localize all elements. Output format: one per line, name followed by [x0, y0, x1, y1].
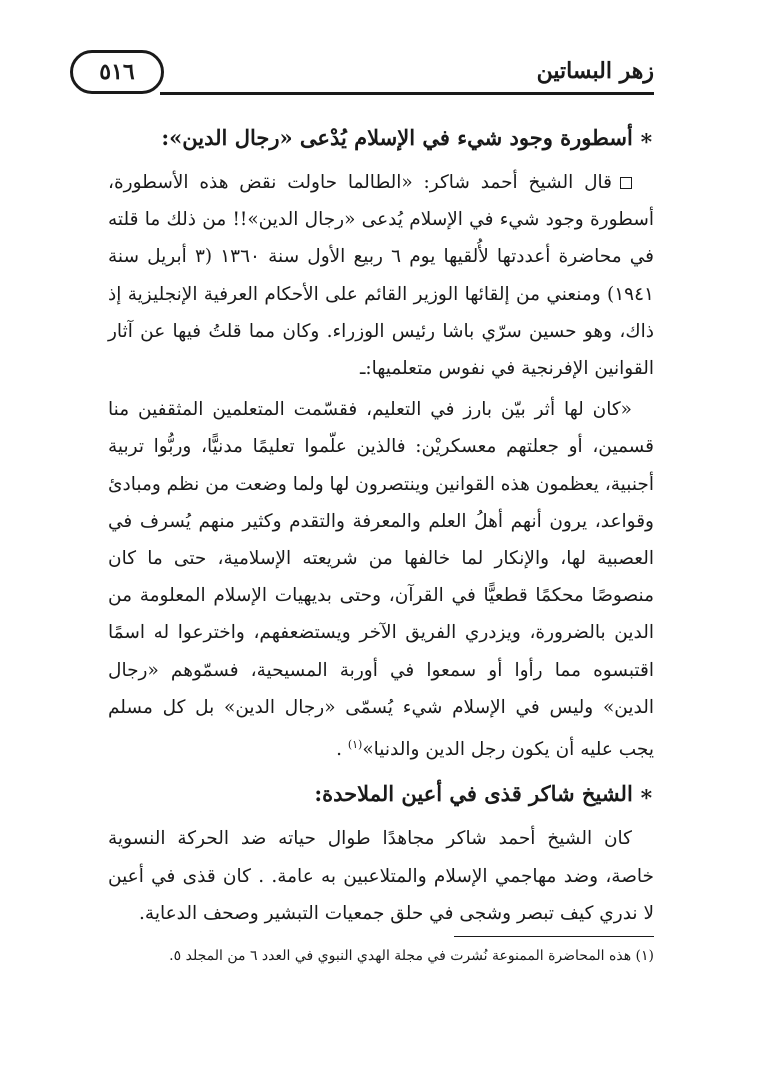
paragraph-lecture-quote-text: «كان لها أثر بيّن بارز في التعليم، فقسّمت المتعلمين المثقفين منا قسمين، أو جعلتهم معسكريْن: فالذين علّموا تعليمًا مدنيًّا، وربُّوا تربية أجنبية، يعظمون هذه القوانين وينتصرون لها ولما وضعت من نظم ومبادئ وقواعد، يرون أنهم أهلُ العلم والمعرفة والتقدم وكثير منهم يُسرف في العصبية لها، والإنكار لما خالفها من شريعته الإسلامية، حتى ما كان منصوصًا محكمًا قطعيًّا في القرآن، وحتى بديهيات الإسلام المعلومة من الدين بالضرورة، ويزدري الفريق الآخر ويستضعفهم، واخترعوا له اسمًا اقتبسوه مما رأوا أو سمعوا في أوربة المسيحية، فسمّوهم «رجال الدين» وليس في الإسلام شيء يُسمّى «رجال الدين» بل كل مسلم يجب عليه أن يكون رجل الدين والدنيا» [108, 399, 655, 761]
book-title: زهر البساتين [536, 58, 654, 84]
footnote-marker[interactable]: (١) [347, 738, 363, 752]
section-heading-myth [108, 118, 654, 158]
paragraph-lecture-quote-end: . [336, 739, 348, 761]
paragraph-quote-intro [108, 164, 654, 387]
asterisk-icon: ∗ [638, 781, 654, 808]
footnote: (١) هذه المحاضرة الممنوعة نُشرت في مجلة الهدي النبوي في العدد ٦ من المجلد ٥. [169, 948, 654, 965]
page-number: ٥١٦ [70, 50, 164, 94]
asterisk-icon: ∗ [638, 125, 654, 151]
paragraph-lecture-quote [108, 391, 654, 768]
section-heading-shakir [108, 774, 654, 814]
section-heading-shakir-text: الشيخ شاكر قذى في أعين الملاحدة: [314, 781, 633, 807]
box-bullet-icon [620, 177, 632, 189]
page-content [108, 112, 654, 969]
paragraph-quote-intro-text: قال الشيخ أحمد شاكر: «الطالما حاولت نقض هذه الأسطورة، أسطورة وجود شيء في الإسلام يُدعى «رجال الدين»!! من ذلك ما قلته في محاضرة أعددتها لأُلقيها يوم ٦ ربيع الأول سنة ١٣٦٠ (٣ أبريل سنة ١٩٤١) ومنعني من إلقائها الوزير القائم على الأحكام العرفية الإنجليزية إذ ذاك، وهو حسين سرّي باشا رئيس الوزراء. وكان مما قلتُ فيها عن آثار القوانين الإفرنجية في نفوس متعلميها:ـ [108, 172, 655, 380]
paragraph-shakir-text: كان الشيخ أحمد شاكر مجاهدًا طوال حياته ضد الحركة النسوية خاصة، وضد مهاجمي الإسلام والمتلاعبين به عامة. . كان قذى في أعين لا ندري كيف تبصر وشجى في حلق جمعيات التبشير وصحف الدعاية. [108, 828, 654, 924]
header-divider [160, 92, 654, 95]
section-heading-myth-text: أسطورة وجود شيء في الإسلام يُدْعى «رجال الدين»: [161, 125, 633, 150]
page-header [62, 46, 654, 96]
footnote-divider [454, 936, 654, 937]
paragraph-shakir [108, 820, 654, 932]
